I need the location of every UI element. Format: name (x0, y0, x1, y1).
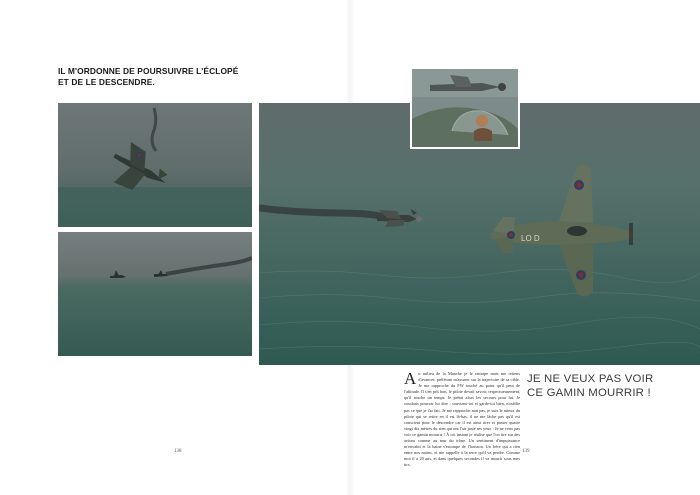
panel-distant-pursuit (58, 232, 252, 356)
quote-line: CE GAMIN MOURRIR ! (527, 387, 651, 399)
pull-quote (527, 372, 697, 400)
page-number: 138 (174, 449, 182, 454)
body-paragraph: u milieu de la Manche je le rattrape mais me retiens d'avancer, préférant m'assurer sur la trajectoire de sa cible. Je me rapproche du FW touché au point qu'il peut de l'altitude. Il s'en prit bon, le pilote devait savoir, respectueusement, qu'il touche un temps. Je prêtai alors les secours pour lui. Je voudrais pouvoir lui dire : souviens-toi et garde-toi bien, n'oublie pas ce que je t'ai fait. Je me rapproche non pas, je suis le mieux du pilote qui se retire en il est là-bas, il ne me lâche pas qu'il est conscient pour le descendre car il est ainsi tirer et passer quatre vingt dix mètres du sien qui ont l'air juste ses yeux : Je ne veux pas voir ce gamin mourrir ! À cet instant je réalise que l'on tire sur des avions comme au mur du trône. Un sentiment d'impuissance m'envahit et la haine s'estompe de l'horizon. Un frère qui a rien entre nos mains, et me rappelle à la terre qu'il va perdre. Comme moi il a 20 ans, et dans quelques secondes il va mourir sous mes tirs. (404, 371, 520, 468)
caption-line: IL M'ORDONNE DE POURSUIVRE L'ÉCLOPÉ (58, 66, 239, 76)
caption-line: ET DE LE DESCENDRE. (58, 77, 155, 87)
drop-cap: A (404, 369, 417, 388)
caption (58, 66, 268, 88)
panel-cockpit-inset (410, 67, 520, 149)
quote-line: JE NE VEUX PAS VOIR (527, 373, 654, 385)
panel-spitfire-diving (58, 103, 252, 227)
body-text (404, 371, 520, 469)
page-number: 139 (522, 449, 530, 454)
squadron-markings: LO D (521, 234, 540, 243)
